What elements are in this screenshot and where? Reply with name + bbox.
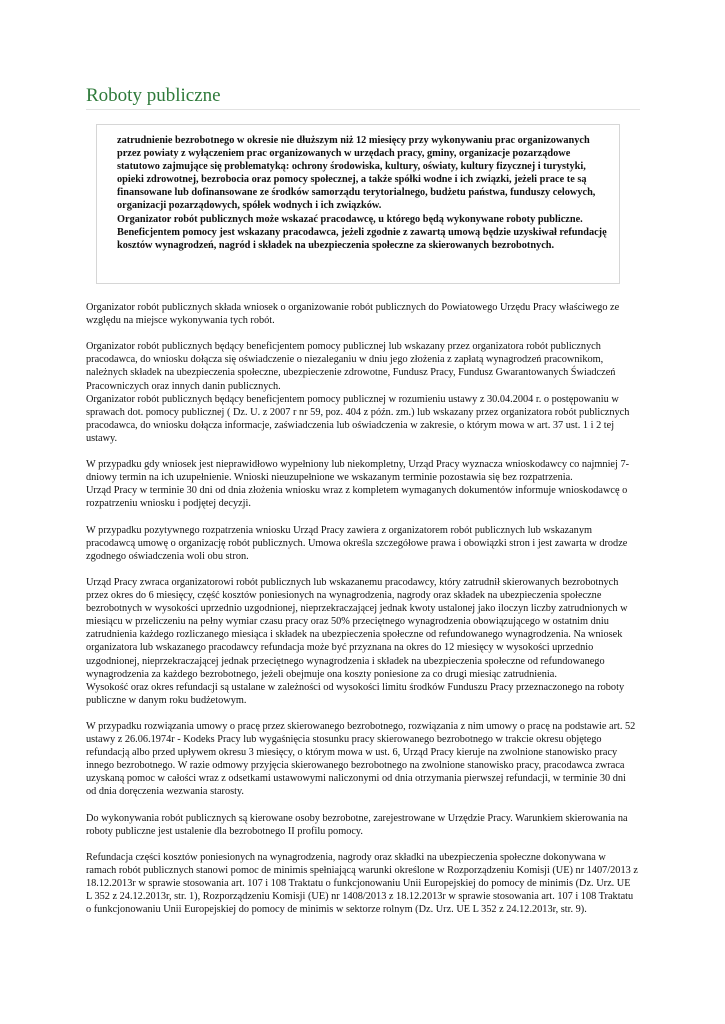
- paragraph-refund-part-1: Urząd Pracy zwraca organizatorowi robót publicznych lub wskazanemu pracodawcy, który zatrudnił skierowanych bezrobotnych przez okres do 6 miesięcy, część kosztów poniesionych na wynagrodzenia, nagrody oraz składek na ubezpieczenia społeczne bezrobotnych w wysokości uprzednio uzgodnionej, nieprzekraczającej jednak kwoty ustalonej jako iloczyn liczby zatrudnionych w miesiącu w przeliczeniu na pełny wymiar czasu pracy oraz 50% przeciętnego wynagrodzenia obowiązującego w ostatnim dniu zatrudnienia każdego rozliczanego miesiąca i składek na ubezpieczenia społeczne od refundowanego wynagrodzenia. Na wniosek organizatora lub wskazanego pracodawcy refundacja może być przyznana na okres do 12 miesięcy w wysokości uprzednio uzgodnionej, nieprzekraczającej jednak przeciętnego wynagrodzenia i składek na ubezpieczenia społeczne od refundowanego wynagrodzenia za każdego bezrobotnego, jeżeli obejmuje ona koszty poniesione za co drugi miesiąc zatrudnienia.: [86, 576, 628, 680]
- paragraph-incomplete-part-1: W przypadku gdy wniosek jest nieprawidłowo wypełniony lub niekompletny, Urząd Pracy wyznacza wnioskodawcy co najmniej 7-dniowy termin na ich uzupełnienie. Wnioski nieuzupełnione we wskazanym terminie pozostawia się bez rozpatrzenia.: [86, 459, 630, 484]
- page-title: Roboty publiczne: [86, 85, 221, 106]
- article-body: [86, 301, 638, 930]
- intro-paragraph-2: Organizator robót publicznych może wskazać pracodawcę, u którego będą wykonywane roboty publiczne. Beneficjentem pomocy jest wskazany pracodawca, jeżeli zgodnie z zawartą umową będzie uzyskiwał refundację kosztów wynagrodzeń, nagród i składek na ubezpieczenia społeczne za skierowanych bezrobotnych.: [117, 213, 607, 251]
- paragraph-agreement: W przypadku pozytywnego rozpatrzenia wniosku Urząd Pracy zawiera z organizatorem robót publicznych lub wskazanym pracodawcą umowę o organizację robót publicznych. Umowa określa szczegółowe prawa i obowiązki stron i jest zawarta w drodze zgodnego oświadczenia woli obu stron.: [86, 524, 628, 562]
- intro-paragraph-1: zatrudnienie bezrobotnego w okresie nie dłuższym niż 12 miesięcy przy wykonywaniu prac organizowanych przez powiaty z wyłączeniem prac organizowanych w urzędach pracy, gminy, organizacje pozarządowe statutowo zajmujące się problematyką: ochrony środowiska, kultury, oświaty, kultury fizycznej i turystyki, opieki zdrowotnej, bezrobocia oraz pomocy społecznej, a także spółki wodne i ich związki, jeżeli prace te są finansowane lub dofinansowane ze środków samorządu terytorialnego, budżetu państwa, funduszy celowych, organizacji pozarządowych, spółek wodnych i ich związków.: [117, 135, 596, 212]
- paragraph-refund-part-2: Wysokość oraz okres refundacji są ustalane w zależności od wysokości limitu środków Funduszu Pracy przeznaczonego na roboty publiczne w danym roku budżetowym.: [86, 681, 625, 706]
- paragraph-application: Organizator robót publicznych składa wniosek o organizowanie robót publicznych do Powiatowego Urzędu Pracy właściwego ze względu na miejsce wykonywania tych robót.: [86, 302, 620, 327]
- paragraph-declarations-part-2: Organizator robót publicznych będący beneficjentem pomocy publicznej w rozumieniu ustawy z 30.04.2004 r. o postępowaniu w sprawach dot. pomocy publicznej ( Dz. U. z 2007 r nr 59, poz. 404 z późn. zm.) lub wskazany przez organizatora robót publicznych pracodawca, do wniosku dołącza informacje, zaświadczenia lub oświadczenia w zakresie, o którym mowa w art. 37 ust. 1 i 2 tej ustawy.: [86, 393, 630, 444]
- paragraph-termination: W przypadku rozwiązania umowy o pracę przez skierowanego bezrobotnego, rozwiązania z nim umowy o pracę na podstawie art. 52 ustawy z 26.06.1974r - Kodeks Pracy lub wygaśnięcia stosunku pracy skierowanego bezrobotnego w trakcie okresu objętego refundacją albo przed upływem okresu 3 miesięcy, o którym mowa w ust. 6, Urząd Pracy kieruje na zwolnione stanowisko pracy innego bezrobotnego. W razie odmowy przyjęcia skierowanego bezrobotnego na zwolnione stanowisko pracy, pracodawca zwraca uzyskaną pomoc w całości wraz z odsetkami ustawowymi naliczonymi od dnia otrzymania pierwszej refundacji, w terminie 30 dni od dnia doręczenia wezwania starosty.: [86, 721, 636, 798]
- title-divider: [86, 109, 640, 110]
- paragraph-eligibility: Do wykonywania robót publicznych są kierowane osoby bezrobotne, zarejestrowane w Urzędzie Pracy. Warunkiem skierowania na roboty publiczne jest ustalenie dla bezrobotnego II profilu pomocy.: [86, 812, 628, 837]
- paragraph-de-minimis: Refundacja części kosztów poniesionych na wynagrodzenia, nagrody oraz składki na ubezpieczenia społeczne dokonywana w ramach robót publicznych stanowi pomoc de minimis spełniającą warunki określone w Rozporządzeniu Komisji (UE) nr 1407/2013 z 18.12.2013r w sprawie stosowania art. 107 i 108 Traktatu o funkcjonowaniu Unii Europejskiej do pomocy de minimis (Dz. Urz. UE L 352 z 24.12.2013r, str. 1), Rozporządzeniu Komisji (UE) nr 1408/2013 z 18.12.2013r w sprawie stosowania art. 107 i 108 Traktatu o funkcjonowaniu Unii Europejskiej do pomocy de minimis w sektorze rolnym (Dz. Urz. UE L 352 z 24.12.2013r, str. 9).: [86, 851, 638, 916]
- paragraph-incomplete-part-2: Urząd Pracy w terminie 30 dni od dnia złożenia wniosku wraz z kompletem wymaganych dokumentów informuje wnioskodawcę o rozpatrzeniu wniosku i podjętej decyzji.: [86, 485, 628, 510]
- paragraph-incomplete-application: [86, 458, 638, 510]
- intro-box-text: [117, 134, 611, 252]
- paragraph-declarations-part-1: Organizator robót publicznych będący beneficjentem pomocy publicznej lub wskazany przez organizatora robót publicznych pracodawca, do wniosku dołącza się oświadczenie o niezaleganiu w dniu jego złożenia z zapłatą wynagrodzeń pracownikom, należnych składek na ubezpieczenia społeczne, ubezpieczenie zdrowotne, Fundusz Pracy, Fundusz Gwarantowanych Świadczeń Pracowniczych oraz innych danin publicznych.: [86, 341, 616, 392]
- paragraph-declarations: [86, 340, 638, 445]
- paragraph-refund: [86, 576, 638, 707]
